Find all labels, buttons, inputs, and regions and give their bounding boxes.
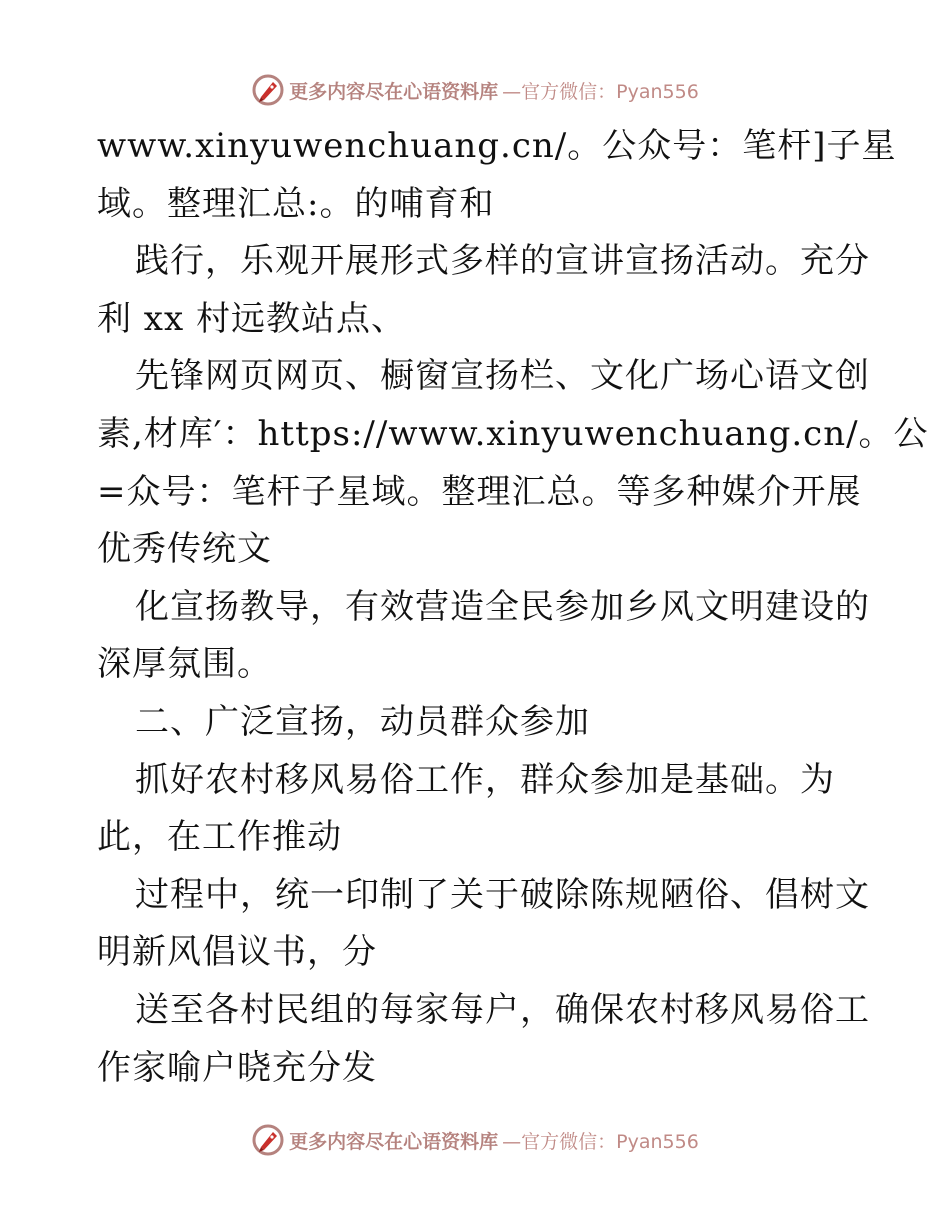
- text-line: 过程中，统一印制了关于破除陈规陋俗、倡树文: [135, 874, 870, 915]
- text-line: 域。整理汇总:。的哺育和: [97, 183, 495, 224]
- header-banner-content: [251, 73, 699, 107]
- text-line: 化宣扬教导，有效营造全民参加乡风文明建设的: [135, 586, 870, 627]
- footer-banner: [0, 1120, 950, 1160]
- text-line: 作家喻户晓充分发: [97, 1047, 377, 1088]
- text-line: www.xinyuwenchuang.cn/。公众号：笔杆]子星: [97, 126, 897, 166]
- pen-nib-icon: [251, 73, 285, 107]
- banner-site-name: 更多内容尽在心语资料库: [289, 1130, 499, 1153]
- text-line: 先锋网页网页、橱窗宣扬栏、文化广场心语文创: [135, 356, 870, 397]
- text-line: 此，在工作推动: [97, 817, 342, 858]
- header-banner: [0, 70, 950, 110]
- text-line: =众号：笔杆子星域。整理汇总。等多种媒介开展: [97, 471, 862, 512]
- banner-site-name: 更多内容尽在心语资料库: [289, 80, 499, 103]
- text-line: 践行，乐观开展形式多样的宣讲宣扬活动。充分: [135, 241, 870, 282]
- text-line: 利 xx 村远教站点、: [97, 298, 406, 339]
- banner-wechat-id: —官方微信：Pyan556: [502, 80, 699, 103]
- banner-wechat-id: —官方微信：Pyan556: [502, 1130, 699, 1153]
- text-line: 优秀传统文: [97, 529, 272, 570]
- text-line: 二、广泛宣扬，动员群众参加: [135, 701, 590, 742]
- footer-banner-content: [251, 1123, 699, 1157]
- document-body: [97, 118, 929, 1097]
- pen-nib-icon: [251, 1123, 285, 1157]
- text-line: 深厚氛围。: [97, 644, 272, 685]
- text-line: 明新风倡议书，分: [97, 932, 377, 973]
- text-line: 素,材库′：https://www.xinyuwenchuang.cn/。公: [97, 413, 929, 454]
- text-line: 送至各村民组的每家每户，确保农村移风易俗工: [135, 989, 870, 1030]
- text-line: 抓好农村移风易俗工作，群众参加是基础。为: [135, 759, 835, 800]
